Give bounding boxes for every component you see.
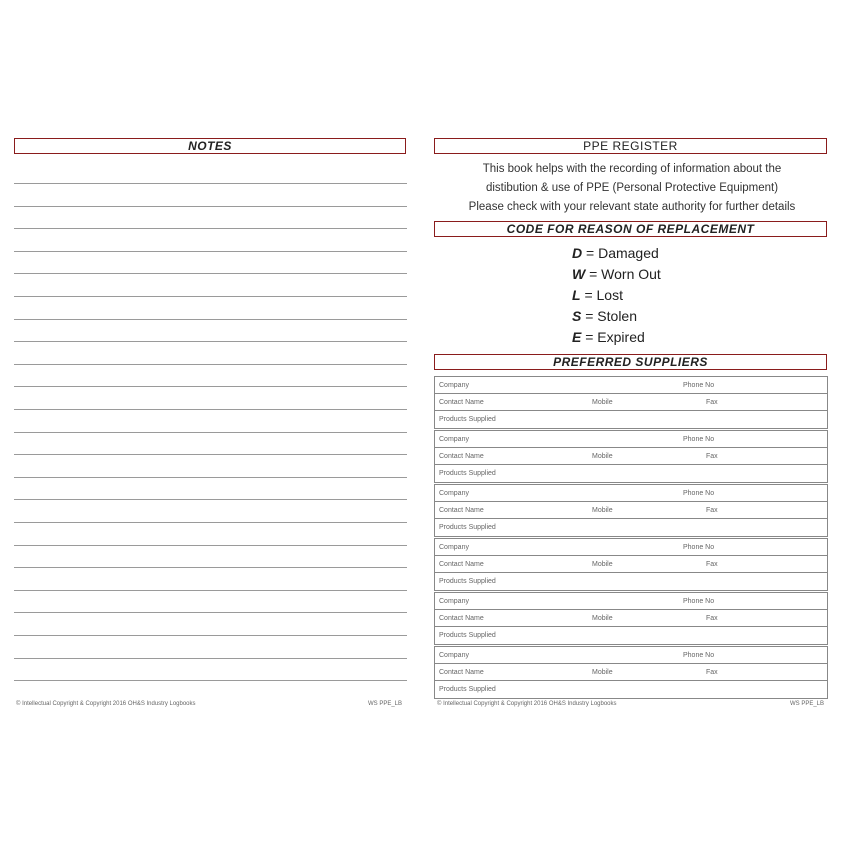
contact-label: Contact Name <box>439 561 484 568</box>
notes-line[interactable] <box>14 296 407 297</box>
products-label: Products Supplied <box>439 470 496 477</box>
mobile-label: Mobile <box>592 615 613 622</box>
notes-line[interactable] <box>14 341 407 342</box>
notes-line[interactable] <box>14 228 407 229</box>
company-label: Company <box>439 544 469 551</box>
company-label: Company <box>439 382 469 389</box>
products-label: Products Supplied <box>439 578 496 585</box>
contact-row[interactable] <box>435 664 827 681</box>
code-item <box>572 243 661 264</box>
phone-label: Phone No <box>683 382 715 389</box>
code-key: E <box>572 329 582 345</box>
notes-line[interactable] <box>14 386 407 387</box>
mobile-label: Mobile <box>592 669 613 676</box>
contact-label: Contact Name <box>439 615 484 622</box>
notes-line[interactable] <box>14 590 407 591</box>
right-footer-code: WS PPE_LB <box>790 701 825 707</box>
code-item <box>572 306 661 327</box>
company-row[interactable] <box>435 431 827 448</box>
company-row[interactable] <box>435 647 827 664</box>
notes-line[interactable] <box>14 658 407 659</box>
code-label: = Stolen <box>585 308 637 324</box>
fax-label: Fax <box>706 561 718 568</box>
notes-line[interactable] <box>14 567 407 568</box>
products-row[interactable] <box>435 627 827 644</box>
products-label: Products Supplied <box>439 416 496 423</box>
code-key: D <box>572 245 583 261</box>
mobile-label: Mobile <box>592 507 613 514</box>
phone-label: Phone No <box>683 436 715 443</box>
notes-line[interactable] <box>14 612 407 613</box>
replacement-codes-title: CODE FOR REASON OF REPLACEMENT <box>434 221 827 237</box>
company-label: Company <box>439 490 469 497</box>
contact-row[interactable] <box>435 610 827 627</box>
contact-label: Contact Name <box>439 669 484 676</box>
fax-label: Fax <box>706 453 718 460</box>
notes-line[interactable] <box>14 432 407 433</box>
right-footer-copyright: © Intellectual Copyright & Copyright 2016 OH&S Industry Logbooks <box>437 701 617 707</box>
notes-line[interactable] <box>14 183 407 184</box>
contact-label: Contact Name <box>439 453 484 460</box>
products-label: Products Supplied <box>439 686 496 693</box>
mobile-label: Mobile <box>592 561 613 568</box>
code-key: W <box>572 266 586 282</box>
notes-line[interactable] <box>14 364 407 365</box>
supplier-block <box>434 376 828 429</box>
products-row[interactable] <box>435 681 827 698</box>
company-row[interactable] <box>435 593 827 610</box>
notes-line[interactable] <box>14 499 407 500</box>
company-label: Company <box>439 436 469 443</box>
notes-line[interactable] <box>14 454 407 455</box>
phone-label: Phone No <box>683 652 715 659</box>
contact-row[interactable] <box>435 394 827 411</box>
products-row[interactable] <box>435 519 827 536</box>
mobile-label: Mobile <box>592 453 613 460</box>
notes-line[interactable] <box>14 251 407 252</box>
company-row[interactable] <box>435 377 827 394</box>
preferred-suppliers-title: PREFERRED SUPPLIERS <box>434 354 827 370</box>
notes-line[interactable] <box>14 477 407 478</box>
fax-label: Fax <box>706 507 718 514</box>
fax-label: Fax <box>706 399 718 406</box>
ppe-register-title: PPE REGISTER <box>434 138 827 154</box>
contact-row[interactable] <box>435 556 827 573</box>
notes-line[interactable] <box>14 206 407 207</box>
code-item <box>572 327 661 348</box>
products-label: Products Supplied <box>439 524 496 531</box>
code-key: S <box>572 308 582 324</box>
intro-line: This book helps with the recording of information about the <box>482 163 782 175</box>
code-label: = Expired <box>585 329 645 345</box>
contact-row[interactable] <box>435 502 827 519</box>
company-row[interactable] <box>435 485 827 502</box>
intro-line: Please check with your relevant state authority for further details <box>468 201 796 213</box>
supplier-block <box>434 646 828 699</box>
company-label: Company <box>439 598 469 605</box>
contact-label: Contact Name <box>439 399 484 406</box>
code-item <box>572 285 661 306</box>
supplier-block <box>434 592 828 645</box>
notes-line[interactable] <box>14 545 407 546</box>
notes-line[interactable] <box>14 319 407 320</box>
code-label: = Lost <box>584 287 623 303</box>
fax-label: Fax <box>706 615 718 622</box>
intro-line: distibution & use of PPE (Personal Protective Equipment) <box>485 182 779 194</box>
products-label: Products Supplied <box>439 632 496 639</box>
company-label: Company <box>439 652 469 659</box>
products-row[interactable] <box>435 573 827 590</box>
notes-title: NOTES <box>14 138 406 154</box>
supplier-block <box>434 538 828 591</box>
replacement-codes-list <box>572 243 661 348</box>
code-label: = Damaged <box>586 245 659 261</box>
company-row[interactable] <box>435 539 827 556</box>
phone-label: Phone No <box>683 598 715 605</box>
code-key: L <box>572 287 581 303</box>
left-footer-code: WS PPE_LB <box>368 701 403 707</box>
intro-text <box>436 160 828 217</box>
supplier-block <box>434 484 828 537</box>
contact-label: Contact Name <box>439 507 484 514</box>
code-item <box>572 264 661 285</box>
phone-label: Phone No <box>683 544 715 551</box>
fax-label: Fax <box>706 669 718 676</box>
notes-line[interactable] <box>14 409 407 410</box>
products-row[interactable] <box>435 465 827 482</box>
notes-line[interactable] <box>14 522 407 523</box>
left-footer-copyright: © Intellectual Copyright & Copyright 2016 OH&S Industry Logbooks <box>16 701 196 707</box>
code-label: = Worn Out <box>589 266 661 282</box>
notes-line[interactable] <box>14 273 407 274</box>
phone-label: Phone No <box>683 490 715 497</box>
supplier-block <box>434 430 828 483</box>
contact-row[interactable] <box>435 448 827 465</box>
notes-line[interactable] <box>14 680 407 681</box>
products-row[interactable] <box>435 411 827 428</box>
mobile-label: Mobile <box>592 399 613 406</box>
notes-line[interactable] <box>14 635 407 636</box>
